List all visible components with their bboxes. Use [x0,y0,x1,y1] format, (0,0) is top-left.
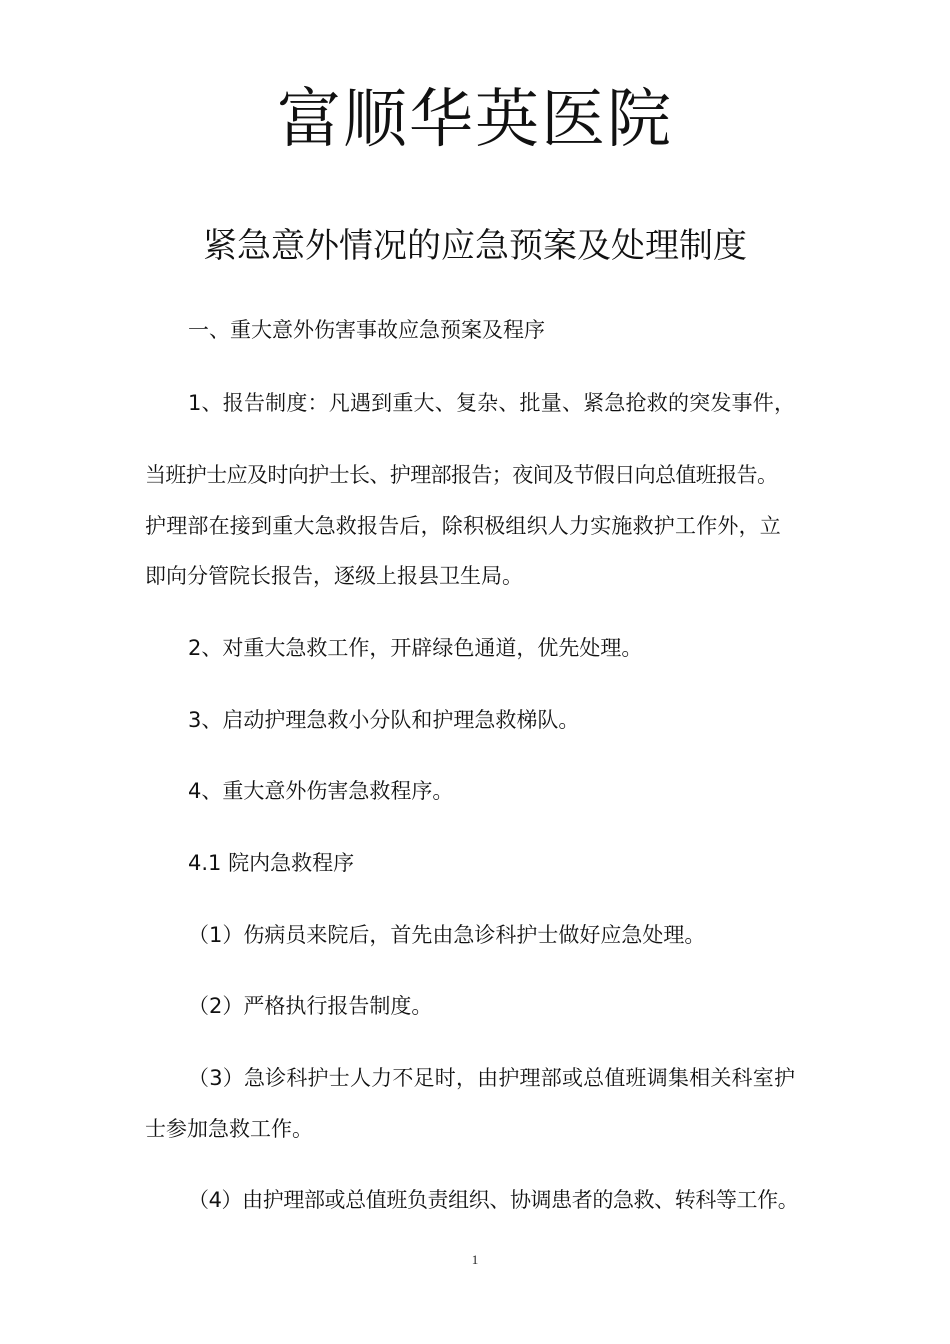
paragraph-line: （4）由护理部或总值班负责组织、协调患者的急救、转科等工作。 [188,1188,799,1212]
paragraph-line: 士参加急救工作。 [145,1117,313,1141]
hospital-title: 富顺华英医院 [277,83,673,157]
subsection-heading: 4.1 院内急救程序 [188,851,355,875]
paragraph-line: 1、报告制度：凡遇到重大、复杂、批量、紧急抢救的突发事件， [188,391,796,415]
paragraph-line: 当班护士应及时向护士长、护理部报告；夜间及节假日向总值班报告。 [145,463,778,487]
page-number: 1 [471,1252,479,1267]
document-subtitle: 紧急意外情况的应急预案及处理制度 [203,226,747,266]
paragraph-line: 2、对重大急救工作，开辟绿色通道，优先处理。 [188,636,643,660]
section-heading: 一、重大意外伤害事故应急预案及程序 [188,318,545,342]
paragraph-line: 4、重大意外伤害急救程序。 [188,779,454,803]
paragraph-line: 护理部在接到重大急救报告后，除积极组织人力实施救护工作外，立 [145,514,781,538]
paragraph-line: （3）急诊科护士人力不足时，由护理部或总值班调集相关科室护 [188,1066,796,1090]
paragraph-line: （2）严格执行报告制度。 [188,994,433,1018]
paragraph-line: 3、启动护理急救小分队和护理急救梯队。 [188,708,580,732]
paragraph-line: 即向分管院长报告，逐级上报县卫生局。 [145,564,523,588]
paragraph-line: （1）伤病员来院后，首先由急诊科护士做好应急处理。 [188,923,706,947]
